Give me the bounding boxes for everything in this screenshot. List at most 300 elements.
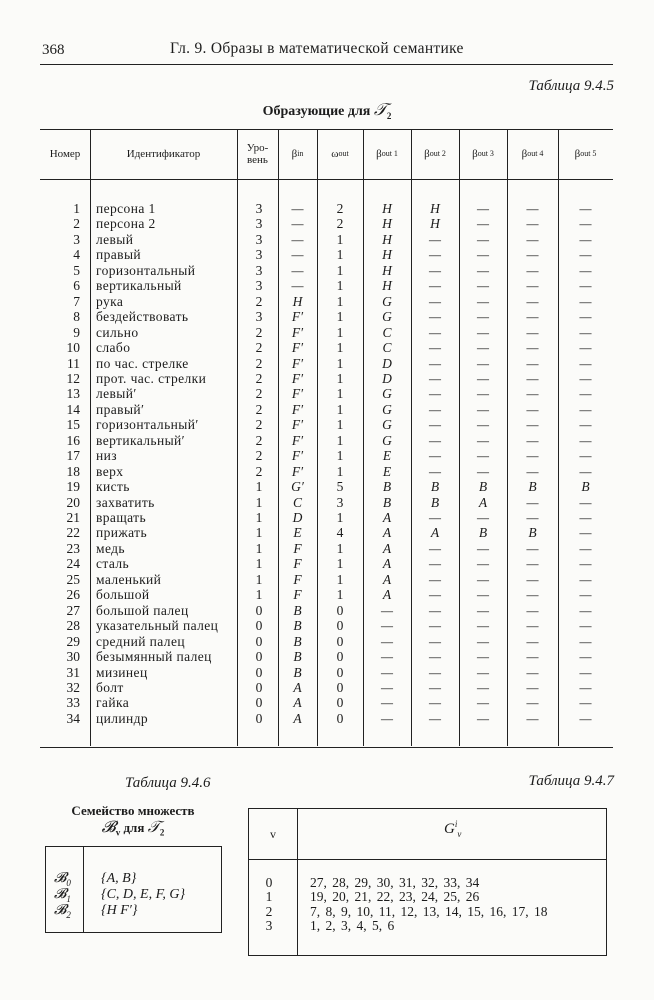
row-identifier: средний палец [96,633,185,649]
row-level: 2 [255,324,263,340]
row-beta-out-4: — [526,649,539,665]
row-level: 2 [255,386,263,402]
row-number: 12 [66,370,80,386]
row-identifier: прот. час. стрелки [96,370,207,386]
script-t-symbol: 𝒯 [373,100,387,119]
row-beta-out-1: — [380,618,393,634]
row-beta-in: F′ [291,355,304,371]
row-beta-out-2: — [428,571,441,587]
row-number: 20 [66,494,80,510]
row-beta-out-2: — [428,432,441,448]
row-omega-out: 2 [336,216,344,232]
level-value: 0 [265,875,273,890]
row-beta-in: B [293,649,302,665]
row-beta-out-3: — [476,309,489,325]
row-beta-in: F′ [291,309,304,325]
row-level: 3 [255,278,263,294]
row-identifier: большой палец [96,602,189,618]
row-level: 3 [255,262,263,278]
generator-list: 7, 8, 9, 10, 11, 12, 13, 14, 15, 16, 17, 18 [310,904,548,919]
row-beta-in: — [291,262,304,278]
running-title: Гл. 9. Образы в математической семантике [170,40,464,57]
table-row [40,263,613,278]
row-identifier: сильно [96,324,139,340]
row-level: 0 [255,710,263,726]
row-beta-out-5: — [579,417,592,433]
row-beta-out-1: D [382,370,392,386]
row-level: 1 [255,525,263,541]
row-level: 3 [255,309,263,325]
row-identifier: мизинец [96,664,148,680]
row-beta-out-3: — [476,231,489,247]
header-omega-out [317,129,363,179]
row-omega-out: 1 [336,231,344,247]
row-level: 2 [255,370,263,386]
row-beta-out-1: B [382,494,392,510]
table-row [40,216,613,231]
row-beta-out-2: — [428,463,441,479]
header-v: v [270,827,276,841]
row-beta-out-4: — [526,695,539,711]
row-beta-out-3: — [476,679,489,695]
row-beta-out-1: — [380,664,393,680]
row-number: 26 [66,587,80,603]
row-beta-out-5: — [579,216,592,232]
table-row [40,649,613,664]
row-number: 30 [66,649,80,665]
row-omega-out: 4 [336,525,344,541]
row-beta-out-4: — [526,710,539,726]
row-beta-out-3: — [476,278,489,294]
row-omega-out: 1 [336,432,344,448]
omega-symbol: ω [331,148,339,160]
row-beta-out-4: — [526,494,539,510]
beta-in-sub: in [297,149,304,158]
row-beta-in: D [292,510,303,525]
set-row [46,887,221,903]
row-beta-out-3: — [476,602,489,618]
row-beta-out-3: — [476,340,489,356]
row-beta-out-5: — [579,463,592,479]
row-beta-out-3: — [476,324,489,340]
beta-out-5-sub: out 5 [580,149,597,158]
row-beta-in: E [293,525,302,541]
row-beta-in: F′ [291,386,304,402]
row-beta-out-4: — [526,679,539,695]
beta-out-4-sub: out 4 [527,149,544,158]
level-value: 3 [265,918,273,933]
row-level: 2 [255,448,263,464]
row-beta-out-5: — [579,262,592,278]
row-beta-out-2: — [428,417,441,433]
header-beta-out-4 [507,129,558,179]
row-beta-out-4: — [526,618,539,634]
table-row [40,356,613,371]
row-beta-out-1: G [382,309,392,325]
row-beta-in: F′ [291,340,304,356]
row-beta-out-4: — [526,309,539,325]
row-number: 7 [73,293,80,309]
set-label-sub: 0 [66,877,71,888]
level-row [249,919,606,933]
table-row [40,448,613,463]
beta-symbol: β [521,148,528,160]
beta-symbol: β [574,148,581,160]
row-omega-out: 0 [336,695,344,711]
row-beta-out-4: — [526,633,539,649]
row-identifier: левый [96,231,134,247]
header-g [444,819,461,839]
beta-symbol: β [424,148,430,160]
table-row [40,603,613,618]
script-t-symbol: 𝒯 [147,819,160,836]
row-number: 5 [73,262,80,278]
table-header-rule [40,179,613,180]
row-omega-out: 1 [336,571,344,587]
row-beta-out-1: A [382,525,392,541]
row-omega-out: 1 [336,417,344,433]
row-level: 3 [255,247,263,263]
row-beta-out-5: — [579,340,592,356]
header-level-line1: Уро- [246,142,269,154]
row-number: 18 [66,463,80,479]
row-identifier: левый′ [96,386,137,402]
row-beta-out-4: — [526,401,539,417]
row-level: 1 [255,494,263,510]
table-row [40,247,613,262]
row-identifier: правый′ [96,401,145,417]
table-row [40,479,613,494]
row-beta-out-2: — [428,247,441,263]
row-beta-out-2: — [428,649,441,665]
row-beta-out-5: — [579,664,592,680]
row-beta-in: F′ [291,417,304,433]
beta-out-1-sub: out 1 [381,149,398,158]
row-number: 29 [66,633,80,649]
row-number: 31 [66,664,80,680]
row-identifier: болт [96,679,124,695]
row-number: 34 [66,710,80,726]
row-beta-out-4: — [526,664,539,680]
level-value: 1 [265,889,273,904]
beta-symbol: β [376,148,382,160]
table-row [40,340,613,355]
row-beta-out-1: H [382,278,392,294]
row-beta-out-1: — [380,633,393,649]
row-beta-out-4: — [526,587,539,603]
row-beta-out-4: — [526,370,539,386]
row-identifier: безымянный палец [96,649,212,665]
row-beta-out-3: — [476,710,489,726]
row-omega-out: 0 [336,649,344,665]
row-number: 32 [66,679,80,695]
row-beta-out-4: — [526,355,539,371]
row-beta-out-2: — [428,278,441,294]
row-beta-out-3: — [476,463,489,479]
row-beta-in: A [293,710,302,726]
row-beta-out-1: H [382,247,392,263]
row-level: 3 [255,216,263,232]
row-beta-out-4: — [526,510,539,525]
set-row [46,871,221,887]
row-number: 4 [73,247,80,263]
row-omega-out: 5 [336,479,344,495]
row-level: 1 [255,556,263,572]
row-beta-out-1: G [382,401,392,417]
header-rule [40,64,613,65]
row-beta-out-1: C [382,340,392,356]
row-beta-out-3: — [476,448,489,464]
row-beta-out-5: — [579,556,592,572]
row-beta-out-5: — [579,633,592,649]
row-omega-out: 1 [336,278,344,294]
row-identifier: кисть [96,479,130,495]
row-level: 1 [255,571,263,587]
row-beta-out-4: — [526,571,539,587]
row-omega-out: 1 [336,340,344,356]
row-beta-out-4: — [526,278,539,294]
beta-symbol: β [291,148,298,160]
row-beta-in: A [293,679,302,695]
table-row [40,525,613,540]
header-rule [249,859,606,860]
row-beta-in: B [293,664,302,680]
row-beta-out-2: — [428,324,441,340]
generators-table [40,129,613,746]
row-beta-in: F [293,556,302,572]
row-omega-out: 1 [336,293,344,309]
table-row [40,495,613,510]
row-level: 0 [255,695,263,711]
row-beta-out-3: — [476,587,489,603]
table-row [40,294,613,309]
row-beta-out-2: — [428,587,441,603]
row-beta-out-4: — [526,247,539,263]
row-beta-out-1: A [382,587,392,603]
row-beta-out-5: — [579,278,592,294]
table-9-4-5-caption: Таблица 9.4.5 [528,78,614,94]
row-beta-out-1: — [380,602,393,618]
row-beta-out-2: — [428,618,441,634]
row-beta-out-1: A [382,571,392,587]
g-symbol: G [444,821,455,837]
row-beta-in: F′ [291,370,304,386]
table-row [40,417,613,432]
row-beta-out-2: — [428,679,441,695]
row-identifier: вращать [96,510,147,525]
row-number: 11 [67,355,80,371]
table-row [40,201,613,216]
row-beta-out-1: E [382,448,392,464]
row-beta-in: — [291,201,304,216]
row-beta-out-2: — [428,695,441,711]
level-row [249,876,606,890]
row-omega-out: 3 [336,494,344,510]
row-number: 25 [66,571,80,587]
level-index-table [248,808,607,956]
row-identifier: цилиндр [96,710,149,726]
table-row [40,634,613,649]
row-beta-out-1: H [382,216,392,232]
row-level: 1 [255,540,263,556]
row-identifier: верх [96,463,124,479]
row-omega-out: 1 [336,463,344,479]
row-identifier: бездействовать [96,309,189,325]
g-subscript: v [457,829,462,839]
table-row [40,232,613,247]
row-number: 2 [73,216,80,232]
row-level: 2 [255,293,263,309]
table-row [40,325,613,340]
row-identifier: маленький [96,571,162,587]
row-beta-out-3: — [476,633,489,649]
row-beta-out-1: G [382,386,392,402]
row-level: 0 [255,602,263,618]
table-row [40,695,613,710]
row-number: 15 [66,417,80,433]
row-level: 0 [255,618,263,634]
row-omega-out: 0 [336,710,344,726]
row-omega-out: 1 [336,556,344,572]
row-beta-out-1: A [382,510,392,525]
row-beta-out-1: A [382,540,392,556]
row-beta-out-3: — [476,370,489,386]
row-beta-out-4: B [528,479,537,495]
header-identifier: Идентификатор [126,148,201,160]
row-beta-out-3: — [476,401,489,417]
row-beta-in: — [291,247,304,263]
row-omega-out: 0 [336,679,344,695]
row-beta-out-5: — [579,324,592,340]
table-row [40,309,613,324]
row-beta-out-2: — [428,633,441,649]
table-row [40,572,613,587]
row-identifier: по час. стрелке [96,355,189,371]
row-beta-out-2: — [428,540,441,556]
row-beta-out-4: — [526,262,539,278]
row-level: 3 [255,201,263,216]
set-family-table [45,846,222,933]
row-beta-in: — [291,231,304,247]
row-beta-out-3: — [476,695,489,711]
row-number: 23 [66,540,80,556]
header-number: Номер [49,148,81,160]
row-omega-out: 1 [336,262,344,278]
row-beta-out-2: — [428,309,441,325]
row-beta-in: — [291,216,304,232]
beta-out-3-sub: out 3 [477,149,494,158]
header-beta-in [278,129,317,179]
title-text: Образующие для [262,104,371,119]
row-beta-out-5: — [579,386,592,402]
row-number: 22 [66,525,80,541]
row-beta-out-4: — [526,216,539,232]
table-row [40,278,613,293]
row-beta-in: F [293,540,302,556]
row-beta-out-2: — [428,386,441,402]
row-level: 2 [255,417,263,433]
row-beta-out-1: G [382,432,392,448]
row-beta-out-5: — [579,370,592,386]
row-beta-out-4: — [526,432,539,448]
row-omega-out: 0 [336,602,344,618]
header-beta-out-1 [363,129,411,179]
row-number: 19 [66,479,80,495]
header-beta-out-3 [459,129,507,179]
row-level: 0 [255,664,263,680]
row-omega-out: 1 [336,324,344,340]
row-beta-out-5: — [579,679,592,695]
row-omega-out: 1 [336,355,344,371]
row-level: 2 [255,340,263,356]
row-beta-out-4: — [526,293,539,309]
row-beta-out-4: — [526,231,539,247]
row-number: 9 [73,324,80,340]
row-omega-out: 1 [336,510,344,525]
row-beta-out-4: — [526,602,539,618]
row-beta-out-4: — [526,201,539,216]
row-beta-out-2: — [428,293,441,309]
row-beta-out-2: B [430,494,440,510]
row-omega-out: 2 [336,201,344,216]
row-level: 2 [255,355,263,371]
row-beta-out-5: — [579,401,592,417]
row-beta-out-4: — [526,340,539,356]
table-row [40,371,613,386]
generator-list: 27, 28, 29, 30, 31, 32, 33, 34 [310,875,480,890]
row-beta-out-3: — [476,556,489,572]
row-beta-in: F′ [291,324,304,340]
row-beta-out-3: — [476,201,489,216]
table-row [40,711,613,726]
row-number: 1 [73,201,80,216]
row-beta-in: — [291,278,304,294]
row-beta-out-5: — [579,201,592,216]
row-beta-out-4: B [528,525,537,541]
row-beta-out-4: — [526,448,539,464]
row-beta-out-3: — [476,262,489,278]
row-level: 0 [255,649,263,665]
row-beta-out-1: — [380,695,393,711]
row-beta-out-3: — [476,216,489,232]
row-beta-out-5: — [579,231,592,247]
row-level: 0 [255,633,263,649]
row-identifier: захватить [96,494,155,510]
row-beta-out-4: — [526,417,539,433]
title-line-2 [44,819,222,842]
row-number: 3 [73,231,80,247]
table-row [40,510,613,525]
row-beta-in: F [293,587,302,603]
table-row [40,618,613,633]
row-omega-out: 0 [336,633,344,649]
row-omega-out: 1 [336,448,344,464]
row-beta-out-3: — [476,540,489,556]
header-beta-out-5 [558,129,613,179]
row-beta-out-2: A [430,525,440,541]
header-level-line2: вень [247,154,268,166]
table-row [40,464,613,479]
row-beta-in: A [293,695,302,711]
row-number: 6 [73,278,80,294]
row-beta-out-2: — [428,262,441,278]
row-beta-out-5: — [579,525,592,541]
row-beta-out-4: — [526,324,539,340]
table-9-4-7-caption: Таблица 9.4.7 [528,773,614,789]
row-beta-out-1: — [380,710,393,726]
row-beta-out-3: — [476,510,489,525]
set-value: {A, B} [101,871,137,886]
